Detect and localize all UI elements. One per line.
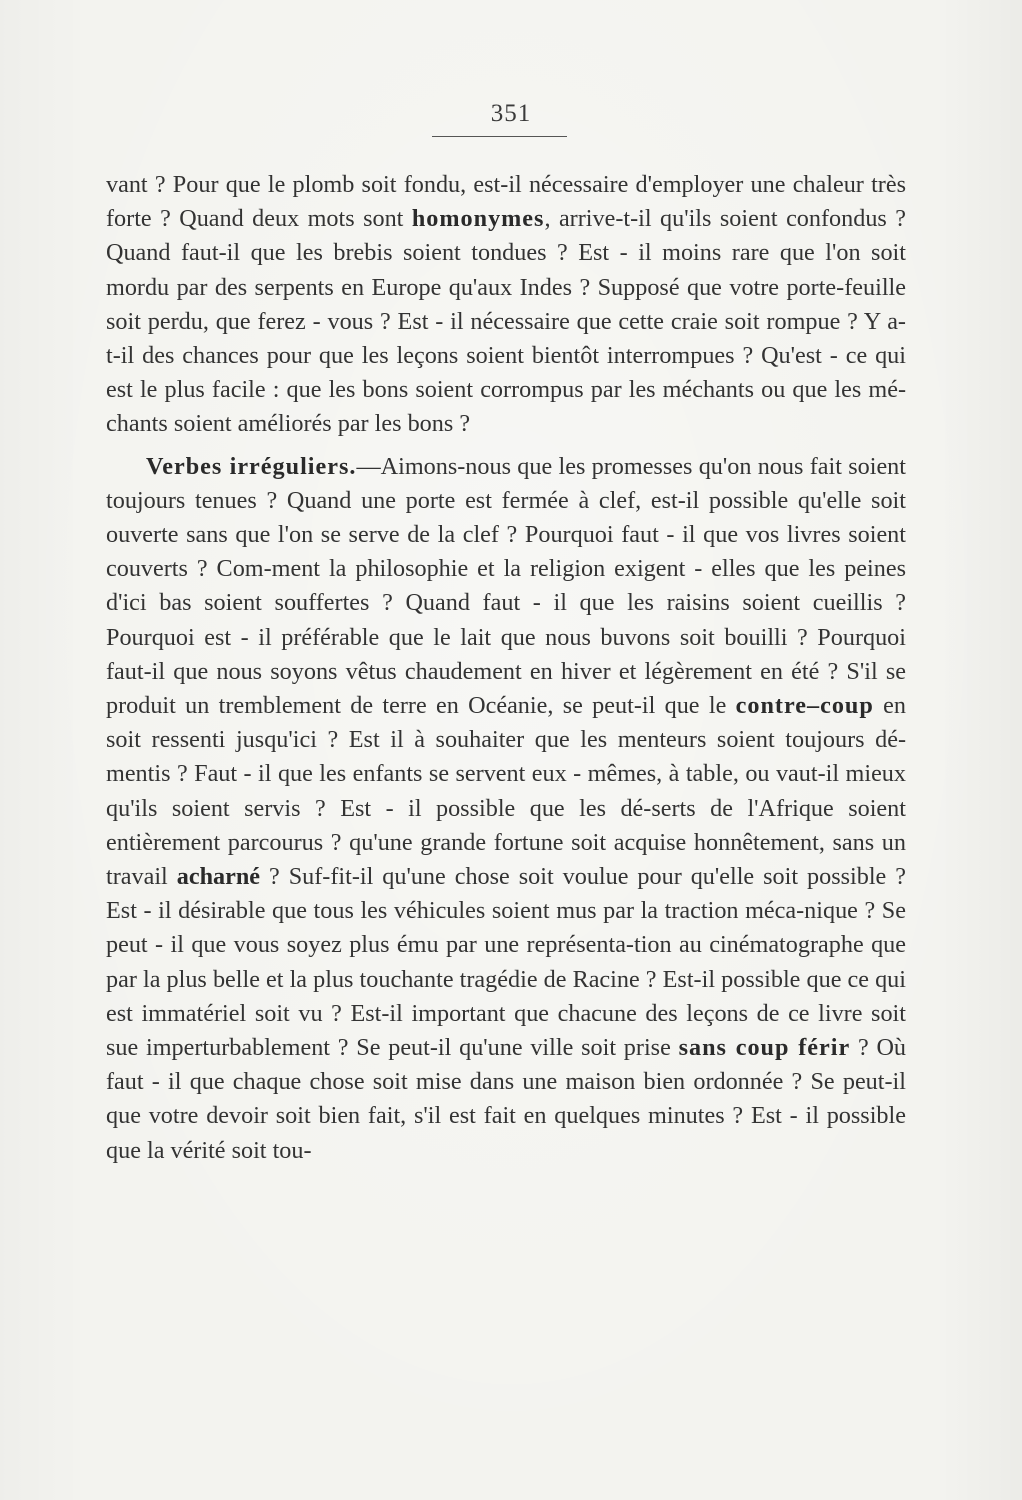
paragraph-1 xyxy=(106,168,906,442)
paragraph-2-text-3: ? Suf-fit-il qu'une chose soit voulue pour qu'elle soit possible ? Est - il désirable que tous les véhicules soient mus par la traction méca-nique ? Se peut - il que vous soyez plus ému par une représenta-tion au cinématographe que par la plus belle et la plus touchante tragédie de Racine ? Est-il possible que ce qui est immatériel soit vu ? Est-il important que chacune des leçons de ce livre soit sue imperturbablement ? Se peut-il qu'une ville soit prise xyxy=(106,863,906,1062)
section-heading-verbes-irreguliers: Verbes irréguliers. xyxy=(146,452,357,480)
header-rule xyxy=(432,136,567,137)
paragraph-2-text-4: ? Où faut - il que chaque chose soit mise dans une maison bien ordonnée ? Se peut-il que votre devoir soit bien fait, s'il est fait en quelques minutes ? Est - il possible que la vérité soit tou- xyxy=(106,1034,906,1164)
body-text xyxy=(106,168,906,1168)
paragraph-2-text-1: —Aimons-nous que les promesses qu'on nous fait soient toujours tenues ? Quand une porte est fermée à clef, est-il possible qu'elle soit ouverte sans que l'on se serve de la clef ? Pourquoi faut - il que vos livres soient couverts ? Com-ment la philosophie et la religion exigent - elles que les peines d'ici bas soient souffertes ? Quand faut - il que les raisins soient cueillis ? Pourquoi est - il préférable que le lait que nous buvons soit bouilli ? Pourquoi faut-il que nous soyons vêtus chaudement en hiver et légèrement en été ? S'il se produit un tremblement de terre en Océanie, se peut-il que le xyxy=(106,452,906,720)
term-sans-coup-ferir: sans coup férir xyxy=(678,1034,851,1062)
paragraph-1-text-2: , arrive-t-il qu'ils soient confondus ? Quand faut-il que les brebis soient tondues ? Est - il moins rare que l'on soit mordu par des serpents en Europe qu'aux Indes ? Supposé que votre porte-feuille soit perdu, que ferez - vous ? Est - il nécessaire que cette craie soit rompue ? Y a-t-il des chances pour que les leçons soient bientôt interrompues ? Qu'est - ce qui est le plus facile : que les bons soient corrompus par les méchants ou que les mé-chants soient améliorés par les bons ? xyxy=(106,205,906,438)
paragraph-2-text-2: en soit ressenti jusqu'ici ? Est il à souhaiter que les menteurs soient toujours dé-mentis ? Faut - il que les enfants se servent eux - mêmes, à table, ou vaut-il mieux qu'ils soient servis ? Est - il possible que les dé-serts de l'Afrique soient entièrement parcourus ? qu'une grande fortune soit acquise honnêtement, sans un travail xyxy=(106,692,906,891)
term-homonymes: homonymes xyxy=(411,205,545,233)
paragraph-2 xyxy=(106,450,906,1168)
term-contre-coup: contre–coup xyxy=(735,692,874,720)
term-acharne: acharné xyxy=(176,863,261,891)
page-number: 351 xyxy=(490,100,532,127)
paragraph-1-text-1: vant ? Pour que le plomb soit fondu, est-il nécessaire d'employer une chaleur très forte ? Quand deux mots sont xyxy=(106,171,906,233)
